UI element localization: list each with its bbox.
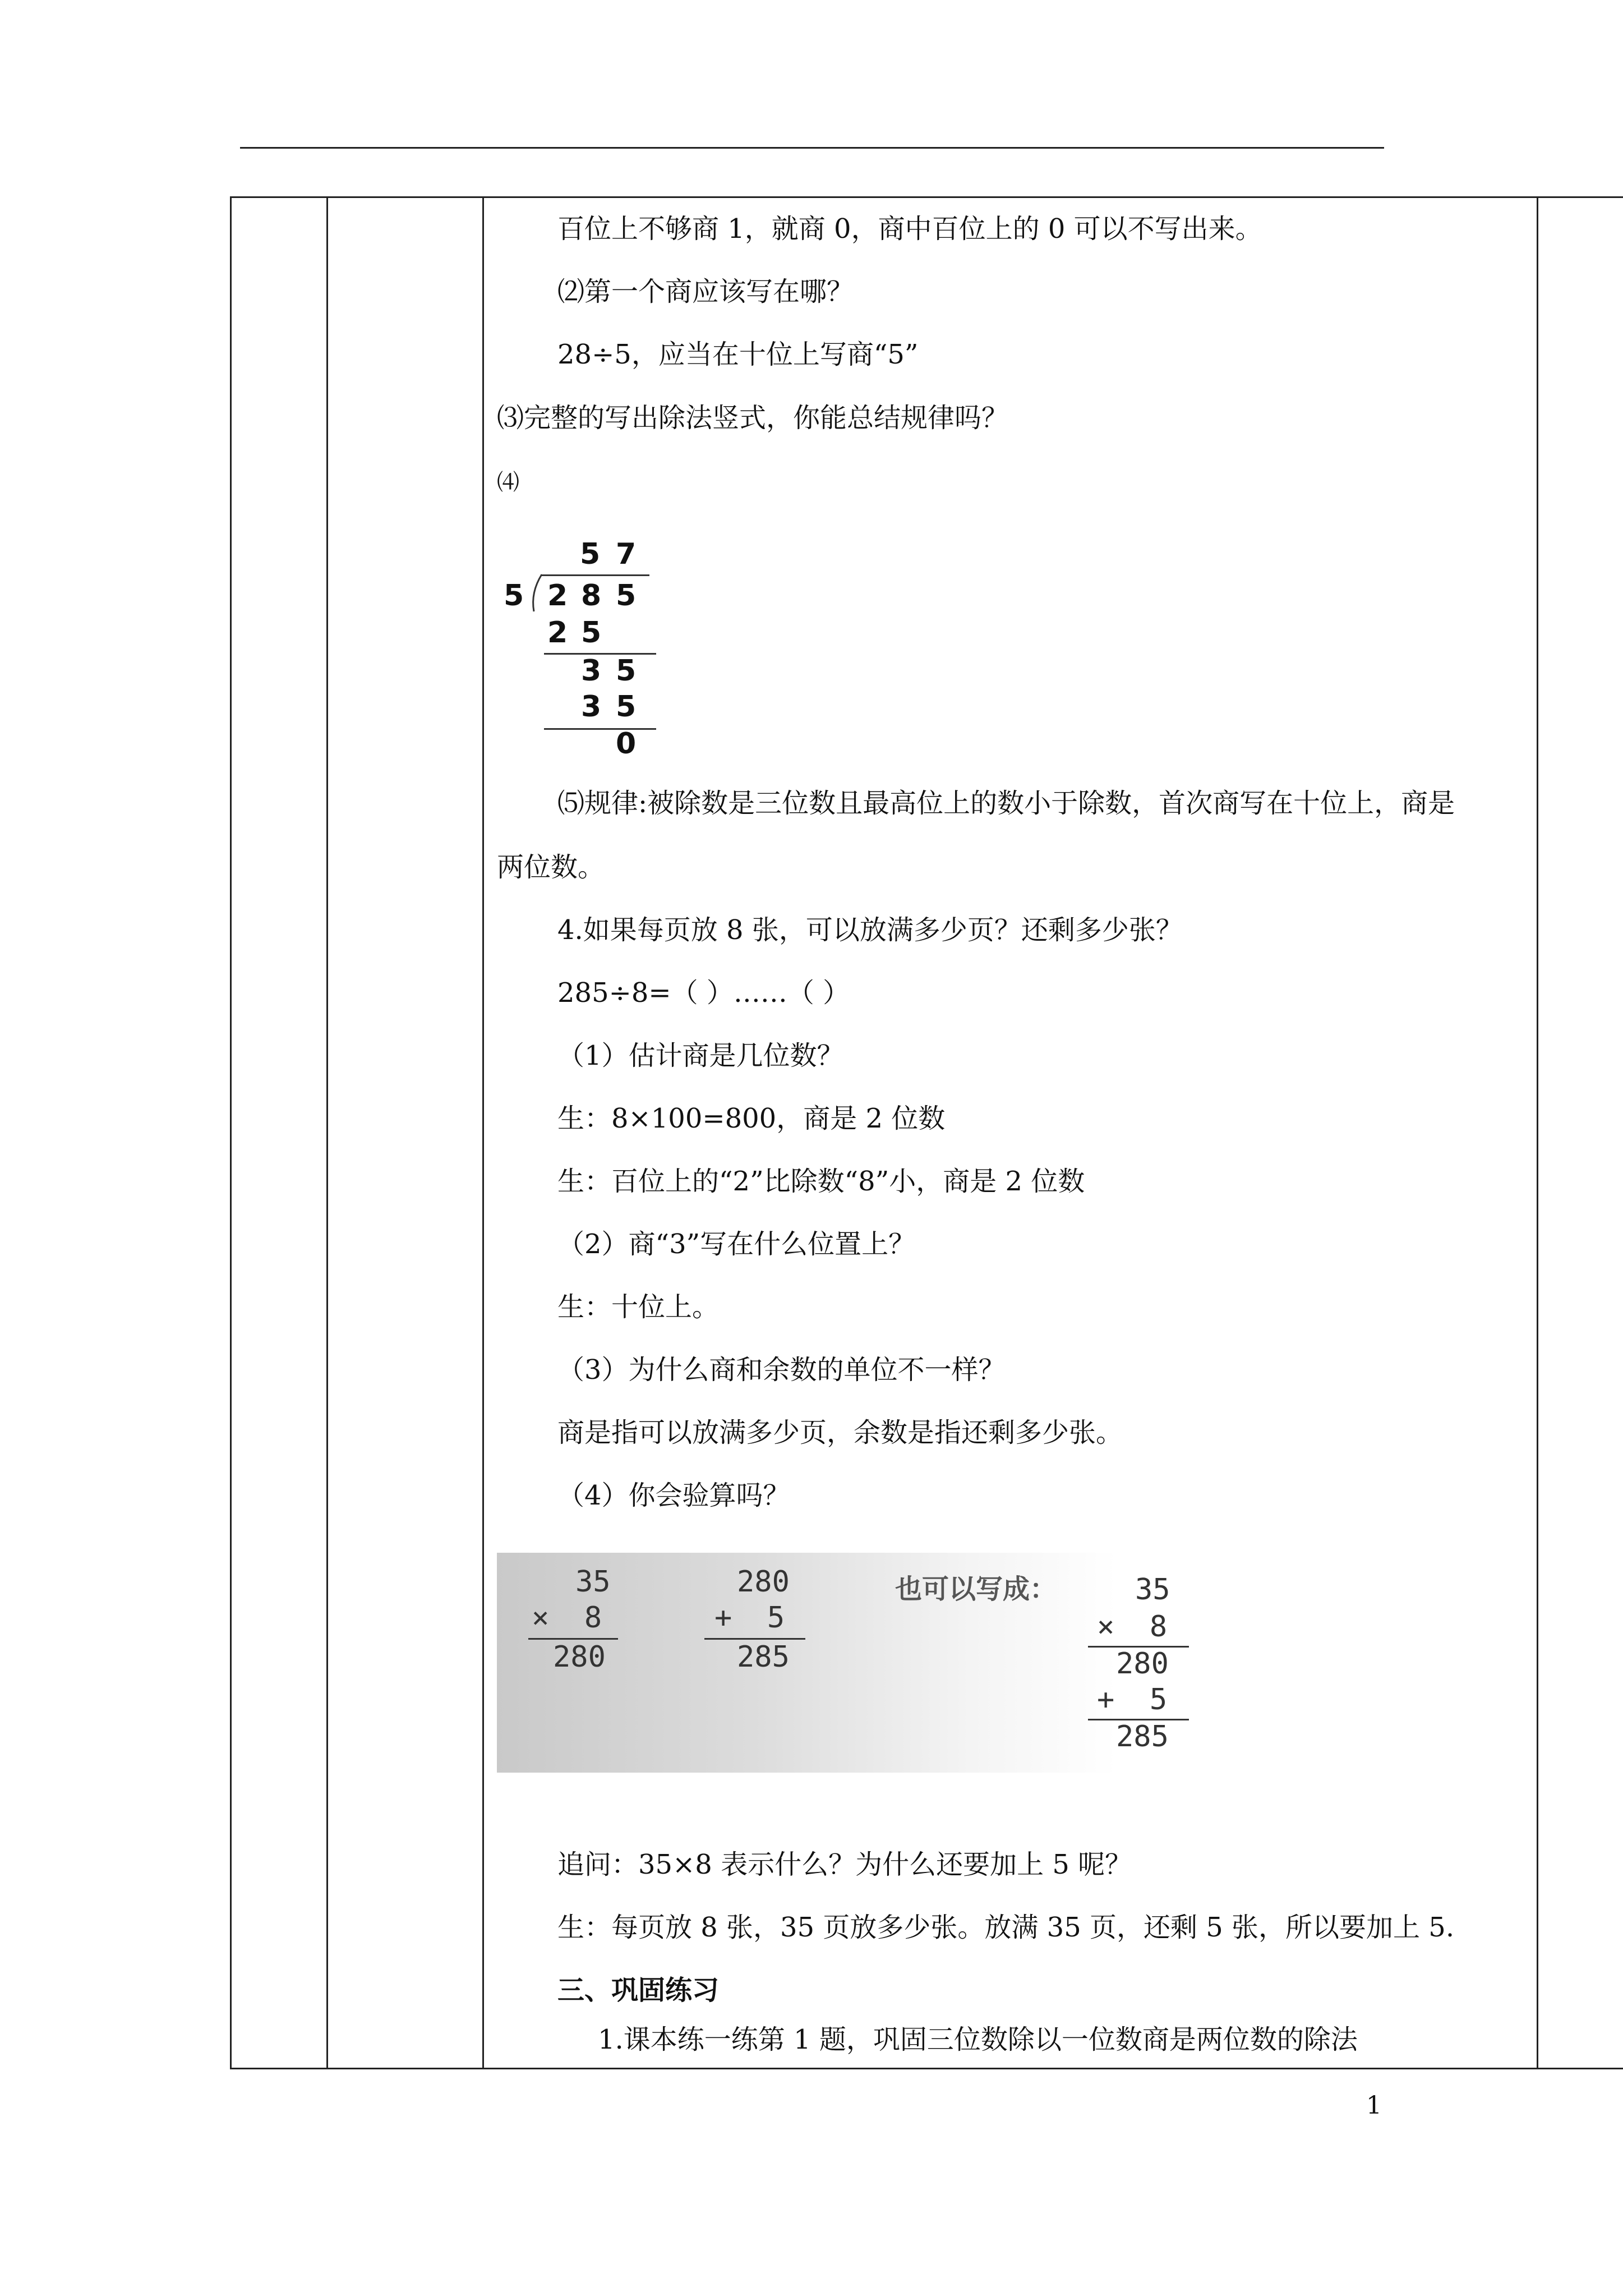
combo-operator: + 5 — [1097, 1683, 1168, 1717]
step-digit: 3 — [581, 654, 602, 688]
text-line: ⑵第一个商应该写在哪？ — [557, 276, 854, 307]
combo-top: 35 — [1135, 1573, 1170, 1607]
header-rule — [240, 147, 1384, 149]
dividend-digit: 5 — [616, 579, 637, 613]
section-heading: 三、巩固练习 — [557, 1975, 720, 2006]
division-bracket — [528, 573, 545, 613]
mult-top: 35 — [575, 1565, 611, 1599]
add-operator: + 5 — [714, 1601, 785, 1635]
step-digit: 2 — [547, 616, 568, 650]
division-rule — [544, 728, 656, 730]
long-division-figure — [497, 522, 693, 761]
quotient-digit: 5 — [580, 537, 601, 571]
step-digit: 5 — [581, 616, 602, 650]
text-line: 生：8×100=800，商是 2 位数 — [557, 1103, 946, 1134]
text-line: ⑷ — [497, 470, 519, 495]
table-border-top — [230, 196, 1623, 198]
mult-result: 280 — [553, 1640, 606, 1674]
text-line: 28÷5，应当在十位上写商“5” — [557, 339, 919, 370]
text-line: 生：每页放 8 张，35 页放多少张。放满 35 页，还剩 5 张，所以要加上 5. — [557, 1912, 1455, 1943]
text-line: 285÷8=（ ）……（ ） — [557, 977, 850, 1009]
add-result: 285 — [737, 1640, 790, 1674]
table-divider-2 — [482, 196, 484, 2069]
table-divider-1 — [326, 196, 328, 2069]
text-line: 1.课本练一练第 1 题，巩固三位数除以一位数商是两位数的除法 — [598, 2024, 1358, 2055]
add-rule — [704, 1638, 805, 1640]
quotient-digit: 7 — [616, 537, 637, 571]
divisor: 5 — [504, 579, 524, 613]
text-line: 商是指可以放满多少页，余数是指还剩多少张。 — [557, 1417, 1123, 1448]
text-line: 追问：35×8 表示什么？为什么还要加上 5 呢？ — [557, 1849, 1132, 1880]
remainder: 0 — [616, 727, 637, 761]
division-bar — [541, 574, 649, 576]
mult-rule — [528, 1638, 618, 1640]
text-line: 两位数。 — [497, 852, 605, 883]
table-border-left — [230, 196, 232, 2069]
text-line: ⑶完整的写出除法竖式，你能总结规律吗？ — [497, 402, 1009, 434]
table-divider-3 — [1537, 196, 1538, 2069]
table-border-bottom — [230, 2068, 1623, 2069]
combo-result: 285 — [1116, 1720, 1169, 1754]
text-line: （2）商“3”写在什么位置上？ — [557, 1228, 916, 1260]
step-digit: 5 — [616, 690, 637, 724]
text-line: （4）你会验算吗？ — [557, 1480, 790, 1511]
combo-mid: 280 — [1116, 1647, 1169, 1681]
verification-figure — [497, 1553, 1226, 1773]
alt-caption: 也可以写成： — [895, 1573, 1057, 1605]
text-line: （1）估计商是几位数？ — [557, 1040, 844, 1071]
text-line: ⑸规律:被除数是三位数且最高位上的数小于除数，首次商写在十位上，商是 — [557, 788, 1455, 819]
dividend-digit: 2 — [547, 579, 568, 613]
dividend-digit: 8 — [581, 579, 602, 613]
text-line: 百位上不够商 1，就商 0，商中百位上的 0 可以不写出来。 — [557, 213, 1262, 245]
step-digit: 3 — [581, 690, 602, 724]
add-top: 280 — [737, 1565, 790, 1599]
combo-operator: × 8 — [1097, 1610, 1168, 1644]
text-line: 生：十位上。 — [557, 1291, 720, 1323]
text-line: 生：百位上的“2”比除数“8”小，商是 2 位数 — [557, 1166, 1085, 1197]
mult-operator: × 8 — [532, 1601, 602, 1635]
text-line: 4.如果每页放 8 张，可以放满多少页？还剩多少张？ — [557, 914, 1183, 946]
text-line: （3）为什么商和余数的单位不一样？ — [557, 1354, 1006, 1386]
page-number: 1 — [1366, 2091, 1382, 2120]
step-digit: 5 — [616, 654, 637, 688]
